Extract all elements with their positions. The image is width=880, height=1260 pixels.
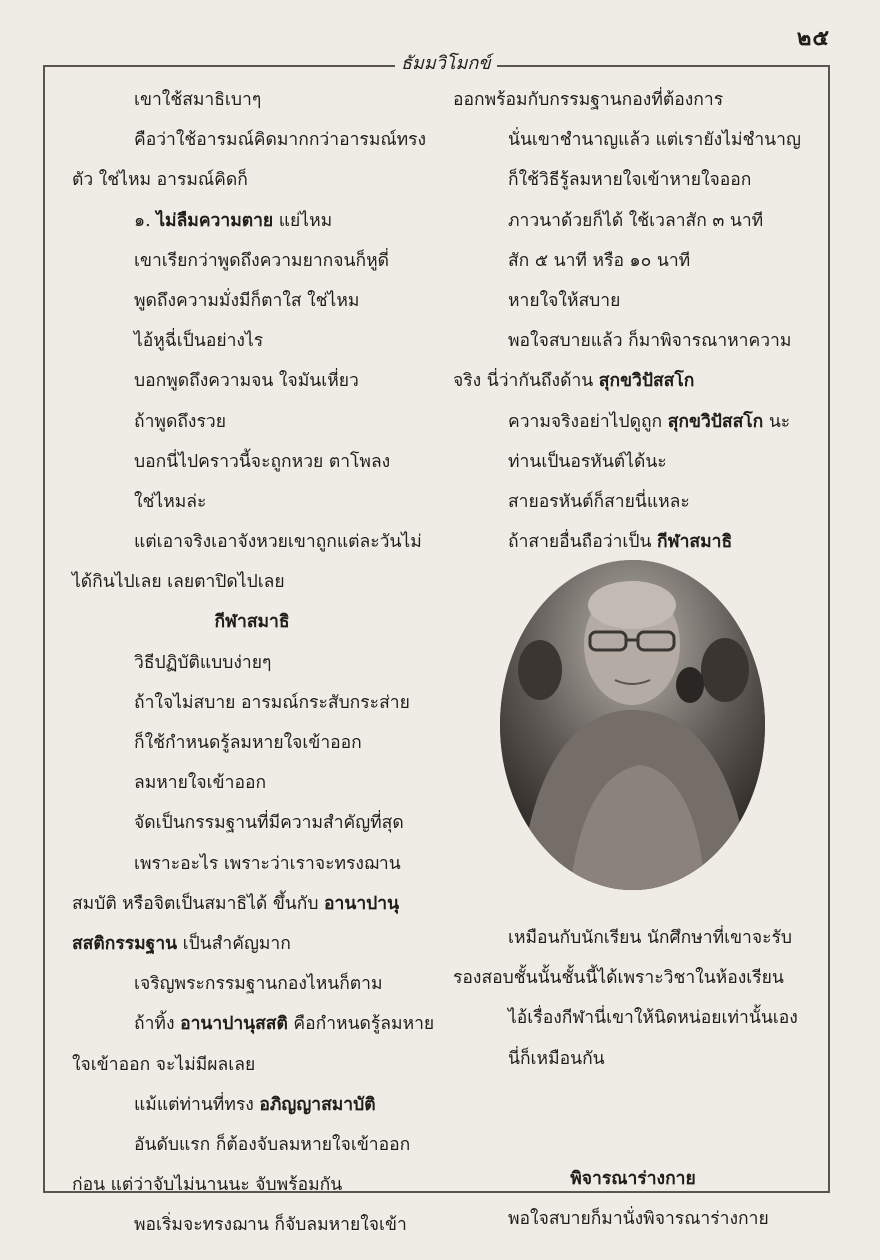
text-line: พอใจสบายก็มานั่งพิจารณาร่างกาย	[508, 1209, 769, 1230]
text-segment: ๑.	[134, 210, 157, 231]
text-line: นี่ก็เหมือนกัน	[508, 1048, 605, 1069]
text-line	[453, 1119, 813, 1159]
text-segment: ความจริงอย่าไปดูถูก	[508, 411, 668, 432]
text-line: ก็ใช้กำหนดรู้ลมหายใจเข้าออก	[134, 733, 362, 753]
bold-term: สุกขวิปัสสโก	[667, 411, 764, 432]
text-line: คือว่าใช้อารมณ์คิดมากกว่าอารมณ์ทรง	[134, 130, 427, 151]
text-line: อันดับแรก ก็ต้องจับลมหายใจเข้าออก	[134, 1134, 411, 1155]
text-segment: คือกำหนดรู้ลมหาย	[287, 1014, 435, 1035]
text-line: ถ้าพูดถึงรวย	[134, 411, 226, 432]
text-line: ลมหายใจเข้าออก	[134, 773, 267, 794]
text-line: ก่อน แต่ว่าจับไม่นานนะ จับพร้อมกัน	[72, 1175, 343, 1196]
text-line: เขาใช้สมาธิเบาๆ	[134, 90, 262, 110]
text-line: แต่เอาจริงเอาจังหวยเขาถูกแต่ละวันไม่	[134, 532, 422, 553]
text-line: รองสอบชั้นนั้นชั้นนี้ได้เพราะวิชาในห้องเรียน	[453, 968, 784, 989]
text-line: กีฬาสมาธิ	[214, 612, 290, 633]
text-line: ได้กินไปเลย เลยตาปิดไปเลย	[72, 572, 285, 593]
text-line: ใช่ไหมล่ะ	[134, 491, 207, 512]
text-line: บอกพูดถึงความจน ใจมันเหี่ยว	[134, 371, 359, 392]
text-line: หายใจให้สบาย	[508, 290, 621, 311]
text-line: พอใจสบายแล้ว ก็มาพิจารณาหาความ	[508, 331, 792, 352]
text-line: พูดถึงความมั่งมีก็ตาใส ใช่ไหม	[134, 290, 360, 311]
text-line: พิจารณาร่างกาย	[570, 1169, 696, 1190]
text-line	[72, 924, 432, 964]
text-line	[453, 1079, 813, 1119]
text-line: ใจเข้าออก จะไม่มีผลเลย	[72, 1054, 256, 1075]
text-segment: จริง นี่ว่ากันถึงด้าน	[453, 371, 599, 392]
bold-term: กีฬาสมาธิ	[657, 532, 733, 553]
text-line: ออกพร้อมกับกรรมฐานกองที่ต้องการ	[453, 90, 724, 110]
text-line: ไอ้หูฉี่เป็นอย่างไร	[134, 331, 264, 352]
text-segment: เป็นสำคัญมาก	[177, 933, 291, 954]
text-line: เขาเรียกว่าพูดถึงความยากจนก็หูดี่	[134, 250, 389, 271]
text-line: จัดเป็นกรรมฐานที่มีความสำคัญที่สุด	[134, 813, 404, 834]
text-line	[72, 884, 432, 924]
text-line	[72, 1085, 432, 1125]
bold-term: สุกขวิปัสสโก	[598, 371, 695, 392]
text-line: สายอรหันต์ก็สายนี่แหละ	[508, 491, 690, 512]
text-segment: แย่ไหม	[273, 210, 333, 231]
page-number: ๒๕	[796, 25, 830, 51]
text-line: ท่านเป็นอรหันต์ได้นะ	[508, 451, 667, 472]
right-column-bottom	[453, 918, 813, 1240]
text-line: เพราะอะไร เพราะว่าเราจะทรงฌาน	[134, 853, 401, 874]
left-column	[72, 80, 435, 1245]
text-line	[72, 201, 432, 241]
text-line: วิธีปฏิบัติแบบง่ายๆ	[134, 652, 272, 673]
text-segment: ถ้าสายอื่นถือว่าเป็น	[508, 532, 658, 553]
text-line	[72, 1004, 435, 1044]
text-line: เจริญพระกรรมฐานกองไหนก็ตาม	[134, 974, 383, 995]
text-line: สัก ๕ นาที หรือ ๑๐ นาที	[508, 250, 691, 271]
text-segment: ถ้าทิ้ง	[134, 1014, 181, 1035]
text-line: นั่นเขาชำนาญแล้ว แต่เรายังไม่ชำนาญ	[508, 130, 801, 151]
header-title: ธัมมวิโมกข์	[395, 48, 497, 77]
text-line: ตัว ใช่ไหม อารมณ์คิดก็	[72, 170, 248, 191]
text-line: ก็ใช้วิธีรู้ลมหายใจเข้าหายใจออก	[508, 170, 752, 191]
text-line: ภาวนาด้วยก็ได้ ใช้เวลาสัก ๓ นาที	[508, 210, 764, 231]
text-line: บอกนี่ไปคราวนี้จะถูกหวย ตาโพลง	[134, 451, 391, 472]
bold-term: อานาปานุ	[324, 893, 400, 914]
text-segment: แม้แต่ท่านที่ทรง	[134, 1094, 260, 1115]
text-segment: นะ	[763, 411, 791, 432]
right-column-top	[453, 80, 813, 562]
text-line: ถ้าใจไม่สบาย อารมณ์กระสับกระส่าย	[134, 692, 410, 713]
bold-term: ไม่ลืมความตาย	[156, 210, 274, 231]
text-line	[453, 402, 813, 442]
bold-term: สสติกรรมฐาน	[72, 933, 178, 954]
text-line: พอเริ่มจะทรงฌาน ก็จับลมหายใจเข้า	[134, 1215, 407, 1236]
text-line: ไอ้เรื่องกีฬานี่เขาให้นิดหน่อยเท่านั้นเอง	[508, 1008, 798, 1029]
text-segment: สมบัติ หรือจิตเป็นสมาธิได้ ขึ้นกับ	[72, 893, 325, 914]
bold-term: อภิญญาสมาบัติ	[259, 1094, 376, 1115]
text-line	[453, 522, 813, 562]
bold-term: อานาปานุสสติ	[180, 1014, 288, 1035]
monk-photo	[500, 560, 765, 890]
text-line: เหมือนกับนักเรียน นักศึกษาที่เขาจะรับ	[508, 928, 793, 948]
text-line	[453, 361, 813, 401]
